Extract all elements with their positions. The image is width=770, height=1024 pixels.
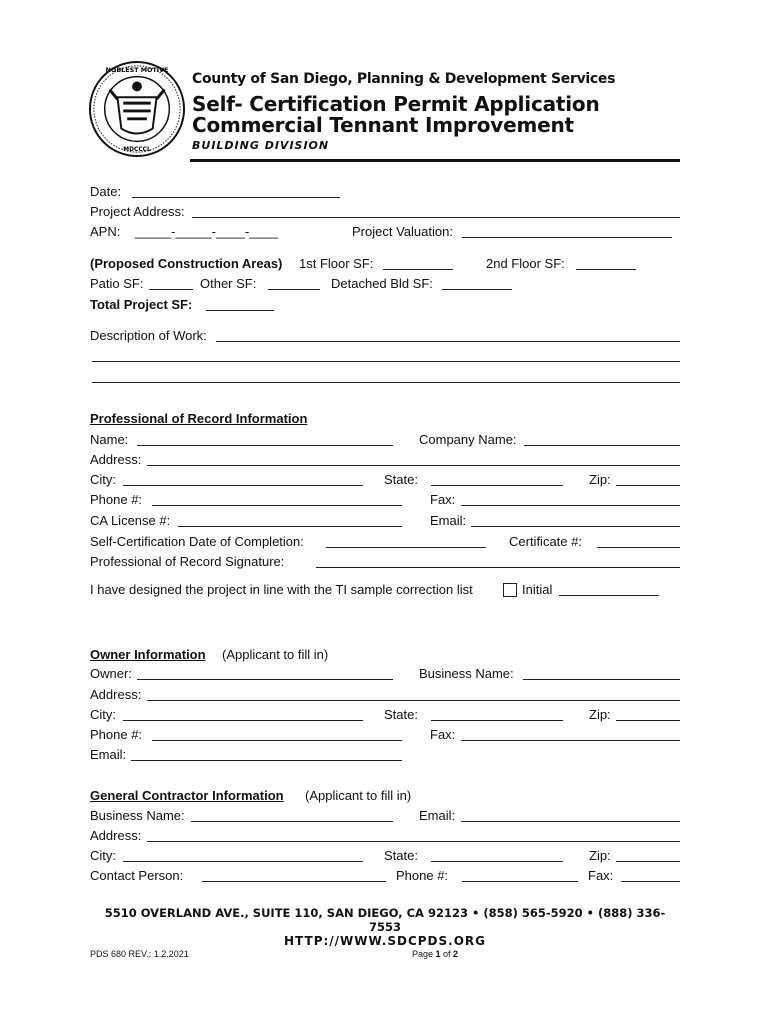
professional-name-label: Name:: [90, 432, 129, 447]
contractor-address-label: Address:: [90, 828, 142, 843]
county-seal-logo: [88, 60, 186, 158]
contractor-state-field[interactable]: [431, 861, 563, 862]
professional-address-label: Address:: [90, 452, 142, 467]
professional-city-row: [90, 471, 680, 489]
designed-statement-row: [90, 581, 680, 599]
professional-phone-row: [90, 491, 680, 509]
contractor-heading-row: [90, 787, 680, 805]
patio-field[interactable]: [149, 289, 193, 290]
owner-heading-row: [90, 646, 680, 664]
contractor-fax-field[interactable]: [621, 881, 680, 882]
ti-correction-checkbox[interactable]: [503, 583, 517, 597]
ca-license-field[interactable]: [178, 526, 402, 527]
signature-row: [90, 553, 680, 571]
contractor-zip-label: Zip:: [589, 848, 611, 863]
owner-row: [90, 665, 680, 683]
owner-fax-label: Fax:: [430, 727, 456, 742]
first-floor-field[interactable]: [383, 269, 453, 270]
professional-email-label: Email:: [430, 513, 467, 528]
svg-text:MDCCCL: MDCCCL: [123, 147, 151, 154]
project-valuation-label: Project Valuation:: [352, 224, 453, 239]
page-current: 1: [435, 949, 441, 959]
contact-person-label: Contact Person:: [90, 868, 184, 883]
professional-city-field[interactable]: [123, 485, 363, 486]
certificate-number-label: Certificate #:: [509, 534, 582, 549]
professional-phone-field[interactable]: [152, 505, 402, 506]
owner-phone-row: [90, 726, 680, 744]
contractor-business-label: Business Name:: [90, 808, 185, 823]
completion-date-label: Self-Certification Date of Completion:: [90, 534, 304, 549]
description-label: Description of Work:: [90, 328, 207, 343]
contractor-email-label: Email:: [419, 808, 456, 823]
header-divider: [190, 159, 680, 162]
professional-fax-label: Fax:: [430, 492, 456, 507]
contractor-contact-row: [90, 867, 680, 885]
other-sf-field[interactable]: [268, 289, 320, 290]
owner-address-row: [90, 686, 680, 704]
apn-row: [90, 223, 680, 241]
contact-person-field[interactable]: [202, 881, 386, 882]
form-title-line1: Self- Certification Permit Application: [192, 92, 600, 116]
professional-fax-field[interactable]: [461, 505, 680, 506]
professional-email-field[interactable]: [471, 526, 680, 527]
contractor-section-heading: General Contractor Information: [90, 788, 284, 803]
owner-label: Owner:: [90, 666, 132, 681]
owner-section-heading: Owner Information: [90, 647, 206, 662]
detached-bld-field[interactable]: [442, 289, 512, 290]
total-sf-field[interactable]: [206, 310, 274, 311]
owner-zip-label: Zip:: [589, 707, 611, 722]
contractor-phone-label: Phone #:: [396, 868, 449, 883]
contractor-address-field[interactable]: [147, 841, 680, 842]
total-sf-row: [90, 296, 680, 314]
apn-field[interactable]: _____-_____-____-____: [135, 224, 279, 239]
professional-name-field[interactable]: [137, 445, 393, 446]
contractor-city-field[interactable]: [123, 861, 363, 862]
county-department-line: County of San Diego, Planning & Development Services: [192, 71, 616, 87]
owner-city-row: [90, 706, 680, 724]
contractor-business-field[interactable]: [191, 821, 393, 822]
apn-label: APN:: [90, 224, 121, 239]
completion-date-row: [90, 533, 680, 551]
owner-email-label: Email:: [90, 747, 127, 762]
project-address-label: Project Address:: [90, 204, 185, 219]
professional-phone-label: Phone #:: [90, 492, 143, 507]
professional-address-row: [90, 451, 680, 469]
professional-name-row: [90, 431, 680, 449]
first-floor-label: 1st Floor SF:: [299, 256, 374, 271]
project-address-field[interactable]: [192, 217, 680, 218]
contractor-email-field[interactable]: [461, 821, 680, 822]
professional-address-field[interactable]: [147, 465, 680, 466]
description-field-line2[interactable]: [92, 361, 680, 362]
owner-city-field[interactable]: [123, 720, 363, 721]
project-address-row: [90, 203, 680, 221]
form-title-line2: Commercial Tennant Improvement: [192, 113, 574, 137]
description-row-3: [90, 368, 680, 386]
professional-section-heading: Professional of Record Information: [90, 411, 308, 426]
date-row: [90, 183, 680, 201]
signature-label: Professional of Record Signature:: [90, 554, 285, 569]
contractor-fax-label: Fax:: [588, 868, 614, 883]
company-name-field[interactable]: [524, 445, 680, 446]
contractor-state-label: State:: [384, 848, 418, 863]
total-sf-label: Total Project SF:: [90, 297, 193, 312]
owner-address-field[interactable]: [147, 700, 680, 701]
detached-bld-label: Detached Bld SF:: [331, 276, 433, 291]
patio-other-row: [90, 275, 680, 293]
professional-zip-label: Zip:: [589, 472, 611, 487]
page-number: [400, 949, 470, 959]
initial-label: Initial: [522, 582, 553, 597]
description-field-line1[interactable]: [216, 341, 680, 342]
professional-heading-row: [90, 410, 680, 428]
company-name-label: Company Name:: [419, 432, 517, 447]
designed-statement-text: I have designed the project in line with the TI sample correction list: [90, 582, 473, 597]
owner-state-field[interactable]: [431, 720, 563, 721]
contractor-business-row: [90, 807, 680, 825]
professional-city-label: City:: [90, 472, 116, 487]
certificate-number-field[interactable]: [597, 547, 680, 548]
initial-field[interactable]: [559, 595, 659, 596]
division-label: BUILDING DIVISION: [192, 139, 330, 152]
description-field-line3[interactable]: [92, 382, 680, 383]
svg-text:NOBLEST MOTIVE: NOBLEST MOTIVE: [105, 65, 169, 74]
owner-address-label: Address:: [90, 687, 142, 702]
second-floor-field[interactable]: [576, 269, 636, 270]
date-field[interactable]: [132, 197, 340, 198]
ca-license-label: CA License #:: [90, 513, 171, 528]
owner-phone-field[interactable]: [152, 740, 402, 741]
contractor-city-row: [90, 847, 680, 865]
professional-state-field[interactable]: [431, 485, 563, 486]
second-floor-label: 2nd Floor SF:: [486, 256, 565, 271]
owner-field[interactable]: [137, 679, 393, 680]
contractor-address-row: [90, 827, 680, 845]
contractor-applicant-note: (Applicant to fill in): [305, 788, 412, 803]
owner-zip-field[interactable]: [616, 720, 680, 721]
project-valuation-field[interactable]: [462, 237, 672, 238]
footer-website-link[interactable]: HTTP://WWW.SDCPDS.ORG: [284, 934, 486, 948]
owner-email-field[interactable]: [131, 760, 402, 761]
description-row-2: [90, 347, 680, 365]
page-prefix: Page: [411, 949, 433, 959]
other-sf-label: Other SF:: [200, 276, 257, 291]
patio-label: Patio SF:: [90, 276, 144, 291]
date-label: Date:: [90, 184, 122, 199]
page-of: of: [443, 949, 451, 959]
owner-applicant-note: (Applicant to fill in): [222, 647, 329, 662]
contractor-city-label: City:: [90, 848, 116, 863]
ca-license-row: [90, 512, 680, 530]
owner-email-row: [90, 746, 680, 764]
owner-fax-field[interactable]: [461, 740, 680, 741]
contractor-phone-field[interactable]: [462, 881, 578, 882]
owner-city-label: City:: [90, 707, 116, 722]
construction-areas-label: (Proposed Construction Areas): [90, 256, 283, 271]
owner-business-field[interactable]: [523, 679, 680, 680]
owner-state-label: State:: [384, 707, 418, 722]
signature-field[interactable]: [316, 567, 680, 568]
owner-phone-label: Phone #:: [90, 727, 143, 742]
description-row: [90, 327, 680, 345]
completion-date-field[interactable]: [326, 547, 486, 548]
professional-state-label: State:: [384, 472, 418, 487]
owner-business-label: Business Name:: [419, 666, 514, 681]
page-total: 2: [453, 949, 459, 959]
contractor-zip-field[interactable]: [616, 861, 680, 862]
footer-address: 5510 OVERLAND AVE., SUITE 110, SAN DIEGO, CA 92123 • (858) 565-5920 • (888) 336-7553: [104, 906, 666, 934]
form-revision: PDS 680 REV.: 1.2.2021: [90, 949, 189, 959]
professional-zip-field[interactable]: [616, 485, 680, 486]
construction-areas-row: [90, 255, 680, 273]
